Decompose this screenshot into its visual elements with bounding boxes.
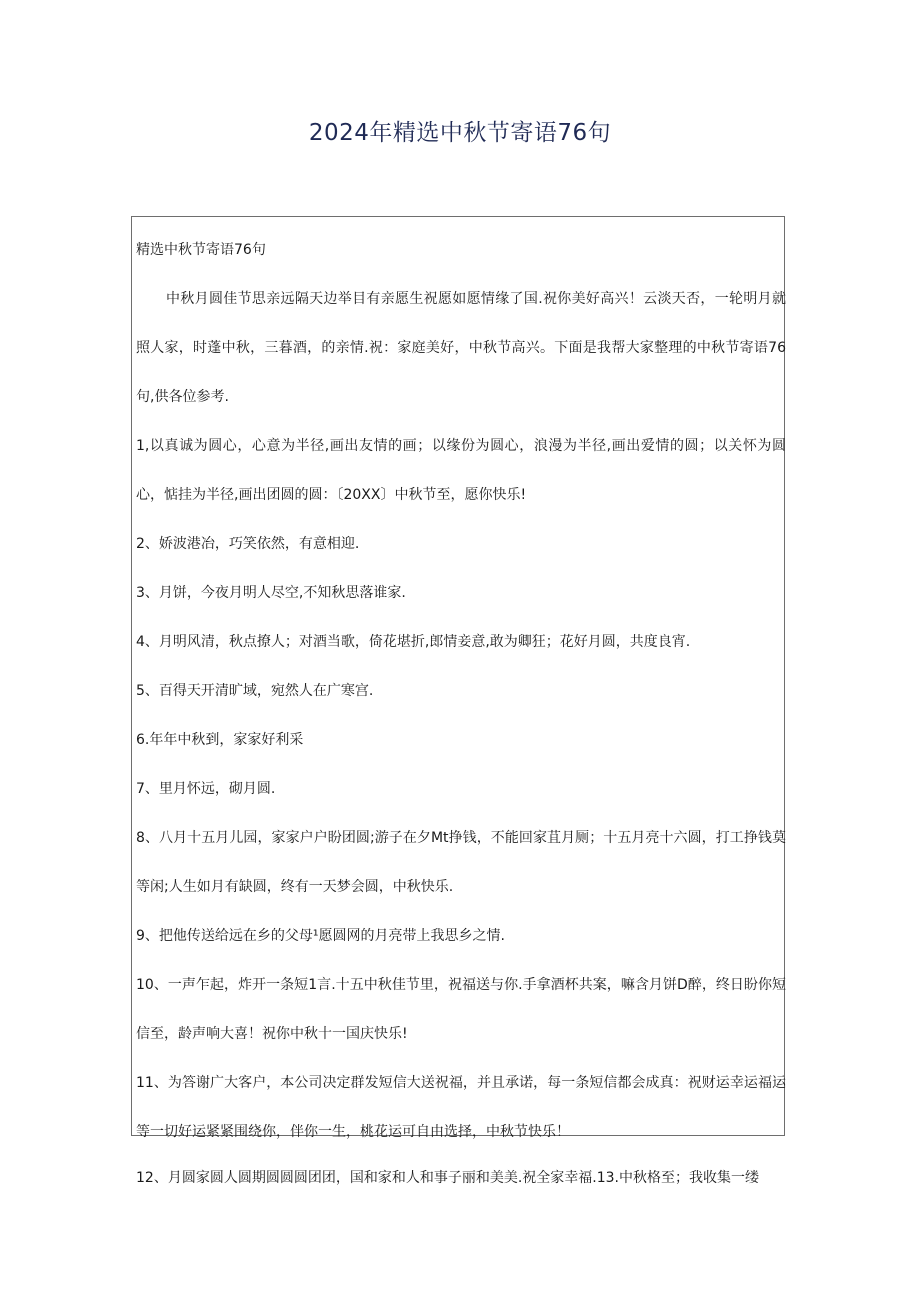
list-item: 6.年年中秋到，家家好利采 <box>136 732 304 748</box>
list-item: 9、把他传送给远在乡的父母¹愿圆网的月亮带上我思乡之情. <box>136 928 505 944</box>
continuation-text <box>136 1154 786 1203</box>
document-body <box>136 226 786 1157</box>
list-item: 3、月饼，今夜月明人尽空,不知秋思落谁家. <box>136 585 406 601</box>
list-item: 4、月明风清，秋点撩人；对酒当歌，倚花堪折,郎情妾意,敢为卿狂；花好月圆，共度良宵. <box>136 634 691 650</box>
list-item: 5、百得天开清旷域，宛然人在广寒宫. <box>136 683 374 699</box>
list-item: 7、里月怀远，砌月圆. <box>136 781 276 797</box>
section-heading: 精选中秋节寄语76句 <box>136 242 266 258</box>
document-title: 2024年精选中秋节寄语76句 <box>308 120 612 146</box>
list-item: 12、月圆家圆人圆期圆圆圆团团，国和家和人和事子丽和美美.祝全家幸福.13.中秋格至；我收集一缕 <box>136 1170 759 1186</box>
list-item: 8、八月十五月儿园，家家户户盼团圆;游子在夕Mt挣钱，不能回家苴月厕；十五月亮十六圆，打工挣钱莫等闲;人生如月有缺圆，终有一天梦会圆，中秋快乐. <box>136 830 786 895</box>
list-item: 2、娇波港冶，巧笑依然，有意相迎. <box>136 536 360 552</box>
list-item: 11、为答谢广大客户，本公司决定群发短信大送祝福，并且承诺，每一条短信都会成真：祝财运幸运福运等一切好运紧紧围绕你，伴你一生，桃花运可自由选择，中秋节快乐！ <box>136 1075 786 1140</box>
list-item: 10、一声乍起，炸开一条短1言.十五中秋佳节里，祝福送与你.手拿酒杯共案，嘛含月饼D醉，终日盼你短信至，龄声响大喜！祝你中秋十一国庆快乐! <box>136 977 786 1042</box>
list-item: 1,以真诚为圆心，心意为半径,画出友情的画；以缘份为圆心，浪漫为半径,画出爱情的圆；以关怀为圆心，惦挂为半径,画出团圆的圆：〔20XX〕中秋节至，愿你快乐! <box>136 438 786 503</box>
intro-paragraph: 中秋月圆佳节思亲远隔天边举目有亲愿生祝愿如愿情缘了国.祝你美好高兴！云淡天否，一轮明月就照人家，时蓬中秋，三暮酒，的亲情.祝：家庭美好，中秋节高兴。下面是我帮大家整理的中秋节寄语76句,供各位参考. <box>136 291 786 405</box>
